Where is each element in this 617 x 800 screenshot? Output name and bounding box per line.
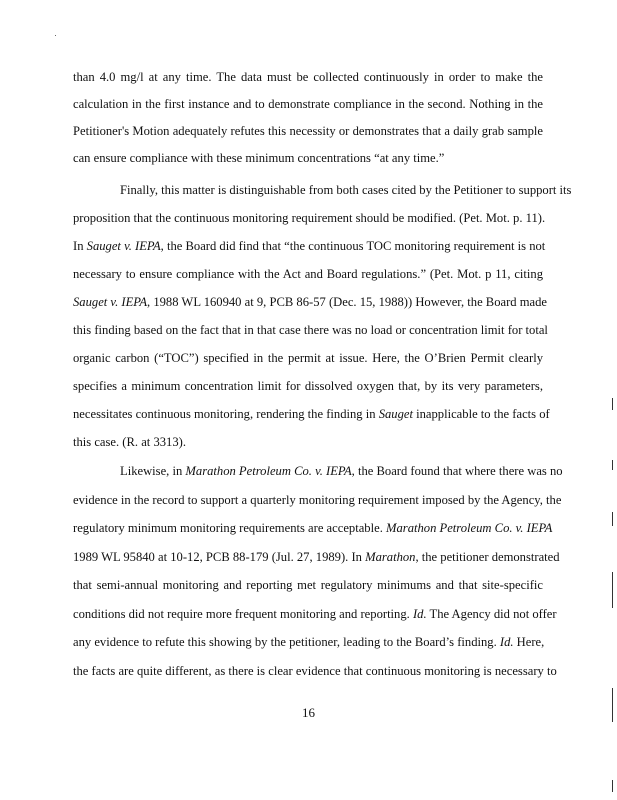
text-line — [73, 434, 543, 450]
scan-edge-mark — [612, 572, 613, 608]
text-run: specifies a minimum concentration limit for dissolved oxygen that, by its very parameters, — [73, 379, 543, 393]
case-citation: Id. — [412, 606, 427, 621]
text-run: inapplicable to the facts of — [412, 407, 550, 421]
text-line — [73, 492, 562, 508]
case-citation: Sauget v. IEPA — [86, 239, 161, 253]
scan-speck — [55, 35, 56, 36]
text-line — [73, 350, 543, 366]
text-run: organic carbon (“TOC”) specified in the permit at issue. Here, the O’Brien Permit clearly — [73, 351, 543, 365]
scan-edge-mark — [612, 512, 613, 526]
text-run: Likewise, in — [120, 464, 186, 478]
text-run: , the Board found that where there was no — [351, 464, 563, 478]
text-line — [73, 634, 543, 650]
text-run: necessary to ensure compliance with the Act and Board regulations.” (Pet. Mot. p 11, citing — [73, 267, 543, 281]
text-line — [73, 406, 550, 422]
text-run: Petitioner's Motion adequately refutes this necessity or demonstrates that a daily grab sample — [73, 124, 543, 138]
text-run: regulatory minimum monitoring requirements are acceptable. — [73, 521, 386, 535]
text-run: , 1988 WL 160940 at 9, PCB 86-57 (Dec. 15, 1988)) However, the Board made — [147, 295, 547, 309]
text-line — [73, 150, 543, 166]
text-run: can ensure compliance with these minimum concentrations “at any time.” — [73, 151, 445, 165]
case-citation: Marathon Petroleum Co. v. IEPA — [386, 521, 553, 535]
case-citation: Sauget v. IEPA — [73, 295, 148, 309]
text-run: The Agency did not offer — [426, 606, 557, 621]
case-citation: Id. — [499, 635, 514, 649]
text-run: Finally, this matter is distinguishable from both cases cited by the Petitioner to support its — [120, 183, 572, 197]
case-citation: Sauget — [378, 407, 413, 421]
text-run: evidence in the record to support a quarterly monitoring requirement imposed by the Agency, the — [73, 492, 562, 507]
text-line — [73, 549, 560, 565]
text-line — [73, 238, 546, 254]
text-line — [73, 123, 543, 139]
text-run: conditions did not require more frequent monitoring and reporting. — [73, 606, 413, 621]
text-run: necessitates continuous monitoring, rendering the finding in — [73, 407, 379, 421]
text-line — [73, 378, 543, 394]
text-line — [73, 606, 557, 622]
scan-edge-mark — [612, 460, 613, 470]
text-run: calculation in the first instance and to demonstrate compliance in the second. Nothing in the — [73, 97, 543, 111]
text-line — [73, 210, 546, 226]
text-line — [73, 520, 553, 536]
text-run: this finding based on the fact that in that case there was no load or concentration limit for total — [73, 323, 548, 337]
text-line — [73, 577, 543, 593]
scan-edge-mark — [612, 780, 613, 792]
text-run: the facts are quite different, as there is clear evidence that continuous monitoring is necessary to — [73, 663, 557, 678]
text-run: proposition that the continuous monitoring requirement should be modified. (Pet. Mot. p. 11). — [73, 211, 546, 225]
page-number: 16 — [302, 705, 315, 720]
case-citation: Marathon — [365, 549, 416, 564]
text-line — [73, 663, 557, 679]
text-line — [73, 322, 548, 338]
text-run: this case. (R. at 3313). — [73, 435, 186, 449]
text-line — [73, 294, 547, 310]
text-run: Here, — [513, 635, 545, 649]
text-run: than 4.0 mg/l at any time. The data must be collected continuously in order to make the — [73, 70, 543, 84]
text-run: , the Board did find that “the continuous TOC monitoring requirement is not — [160, 239, 546, 253]
text-line — [73, 266, 543, 282]
text-line — [73, 69, 543, 85]
text-line — [73, 96, 543, 112]
text-run: In — [73, 239, 87, 253]
scan-edge-mark — [612, 688, 613, 722]
text-line — [73, 463, 563, 479]
text-run: , the petitioner demonstrated — [415, 549, 560, 564]
text-line — [73, 182, 572, 198]
text-run: any evidence to refute this showing by the petitioner, leading to the Board’s finding. — [73, 635, 500, 649]
text-run: 1989 WL 95840 at 10-12, PCB 88-179 (Jul. 27, 1989). In — [73, 549, 366, 564]
scan-edge-mark — [612, 398, 613, 410]
text-run: that semi-annual monitoring and reporting met regulatory minimums and that site-specific — [73, 578, 543, 592]
case-citation: Marathon Petroleum Co. v. IEPA — [185, 464, 352, 478]
